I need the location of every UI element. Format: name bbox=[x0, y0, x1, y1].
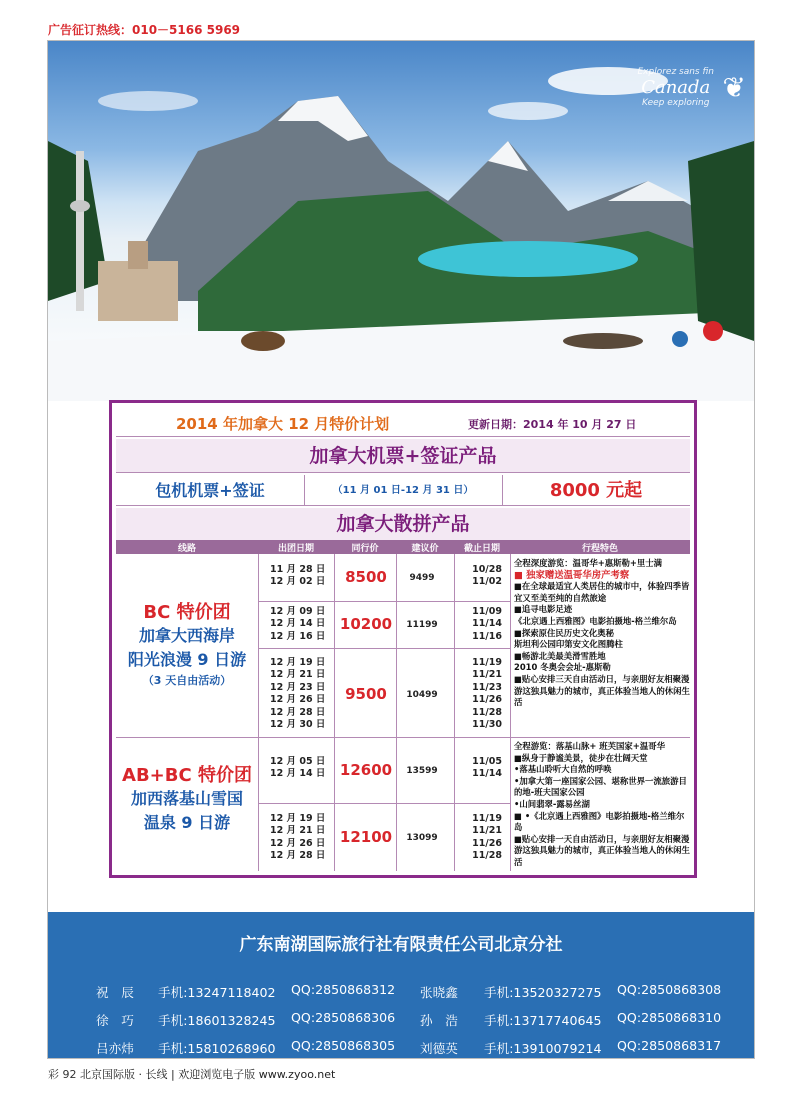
header-deadline: 截止日期 bbox=[463, 544, 500, 554]
tour2-features: 全程游览：落基山脉+ 班芙国家+温哥华 ■纵身于静谧美景，徒步在壮阔天堂 •落基山聆听大自然的呼唤 •加拿大第一座国家公园、堪称世界一流旅游目的地-班夫国家公园 •山间翡翠-露易丝湖 ■ •《北京遇上西雅图》电影拍摄地-格兰维尔岛 ■贴心安排一天自由活动日，与亲朋好友相聚漫游这独具魅力的城市，真正体验当地人的休闲生活 bbox=[514, 741, 690, 867]
grid-line bbox=[258, 648, 510, 649]
grid-line bbox=[258, 803, 510, 804]
charter-price: 8000 元起 bbox=[549, 480, 643, 501]
visa-banner: 加拿大机票+签证产品 bbox=[116, 439, 690, 473]
ad-hotline: 广告征订热线：010－5166 5969 bbox=[48, 23, 241, 37]
tour1-suggested-3: 10499 bbox=[406, 690, 438, 700]
tour1-price-1: 8500 bbox=[345, 568, 387, 586]
header-date: 出团日期 bbox=[277, 544, 314, 554]
tour1-suggested-2: 11199 bbox=[406, 620, 438, 630]
header-trade-price: 同行价 bbox=[351, 544, 379, 554]
tour1-dates-1: 11 月 28 日 12 月 02 日 bbox=[270, 564, 326, 588]
tour2-dates-1: 12 月 05 日 12 月 14 日 bbox=[270, 756, 326, 780]
advertisement-page bbox=[47, 40, 755, 1059]
tour1-deadline-3: 11/19 11/21 11/23 11/26 11/28 11/30 bbox=[472, 657, 502, 731]
web-promo: | 欢迎浏览电子版 www.zyoo.net bbox=[171, 1068, 336, 1081]
tour1-route: BC 特价团 加拿大西海岸 阳光浪漫 9 日游 （3 天自由活动） bbox=[127, 602, 247, 687]
tour2-price-2: 12100 bbox=[339, 828, 393, 846]
tour2-suggested-2: 13099 bbox=[406, 833, 438, 843]
hero-landscape-image bbox=[48, 41, 754, 401]
tour1-suggested-1: 9499 bbox=[409, 573, 435, 583]
grid-line bbox=[116, 737, 690, 738]
group-tour-banner: 加拿大散拼产品 bbox=[116, 508, 690, 540]
charter-name: 包机机票+签证 bbox=[116, 475, 305, 506]
update-date: 更新日期：2014 年 10 月 27 日 bbox=[468, 418, 637, 431]
contact-footer: 广东南湖国际旅行社有限责任公司北京分社 祝 辰 手机:13247118402 QQ:2850868312 张晓鑫 手机:13520327275 QQ:2850868308 徐 巧 手机:18601328245 QQ:2850868306 孙 浩 手机:13717740645 QQ:2850868310 吕亦炜 手机:15810268960 QQ:2850868305 刘德英 手机:13910079214 QQ:2850868317 bbox=[48, 912, 754, 1058]
header-suggested-price: 建议价 bbox=[411, 544, 439, 554]
tour2-dates-2: 12 月 19 日 12 月 21 日 12 月 26 日 12 月 28 日 bbox=[270, 813, 326, 862]
tour2-deadline-1: 11/05 11/14 bbox=[472, 756, 502, 780]
tour1-price-3: 9500 bbox=[345, 685, 387, 703]
page-number: 彩 92 bbox=[48, 1068, 77, 1081]
table-title-row bbox=[116, 407, 690, 437]
tour1-features: 全程深度游览：温哥华+惠斯勒+里士满 ■ 独家赠送温哥华房产考察 ■在全球最适宜人类居住的城市中，体验四季皆宜又至美至纯的自然旅途 ■追寻电影足迹 《北京遇上西雅图》电影拍摄地-格兰维尔岛 ■探索原住民历史文化奥秘 斯坦利公园印第安文化图腾柱 ■畅游北美最美滑雪胜地 2010 冬奥会会址-惠斯勒 ■贴心安排三天自由活动日，与亲朋好友相聚漫游这独具魅力的城市，真正体验当地人的休闲生活 bbox=[514, 558, 690, 708]
plan-title: 2014 年加拿大 12 月特价计划 bbox=[176, 415, 390, 433]
charter-row bbox=[116, 475, 690, 506]
grid-line bbox=[510, 554, 511, 871]
column-headers bbox=[116, 540, 690, 554]
page-footer bbox=[48, 1066, 335, 1082]
tour2-deadline-2: 11/19 11/21 11/26 11/28 bbox=[472, 813, 502, 862]
charter-period: （11 月 01 日-12 月 31 日） bbox=[304, 475, 503, 506]
header-route: 线路 bbox=[177, 544, 196, 554]
gift-highlight: ■ 独家赠送温哥华房产考察 bbox=[514, 569, 630, 581]
canada-logo: Explorez sans fin Canada Keep exploring ❦ bbox=[637, 67, 746, 108]
tour1-deadline-1: 10/28 11/02 bbox=[472, 564, 502, 588]
section-name: 北京国际版 · 长线 bbox=[80, 1068, 168, 1081]
tour1-dates-2: 12 月 09 日 12 月 14 日 12 月 16 日 bbox=[270, 606, 326, 642]
tour2-price-1: 12600 bbox=[339, 761, 393, 779]
price-table bbox=[109, 400, 697, 878]
company-name: 广东南湖国际旅行社有限责任公司北京分社 bbox=[239, 935, 563, 955]
header-features: 行程特色 bbox=[581, 544, 618, 554]
tour1-dates-3: 12 月 19 日 12 月 21 日 12 月 23 日 12 月 26 日 12 月 28 日 12 月 30 日 bbox=[270, 657, 326, 731]
maple-leaf-icon: ❦ bbox=[722, 71, 746, 104]
tour2-suggested-1: 13599 bbox=[406, 766, 438, 776]
grid-line bbox=[258, 601, 510, 602]
tour2-route: AB+BC 特价团 加西落基山雪国 温泉 9 日游 bbox=[122, 765, 252, 832]
tour1-price-2: 10200 bbox=[339, 615, 393, 633]
tour1-deadline-2: 11/09 11/14 11/16 bbox=[472, 606, 502, 642]
